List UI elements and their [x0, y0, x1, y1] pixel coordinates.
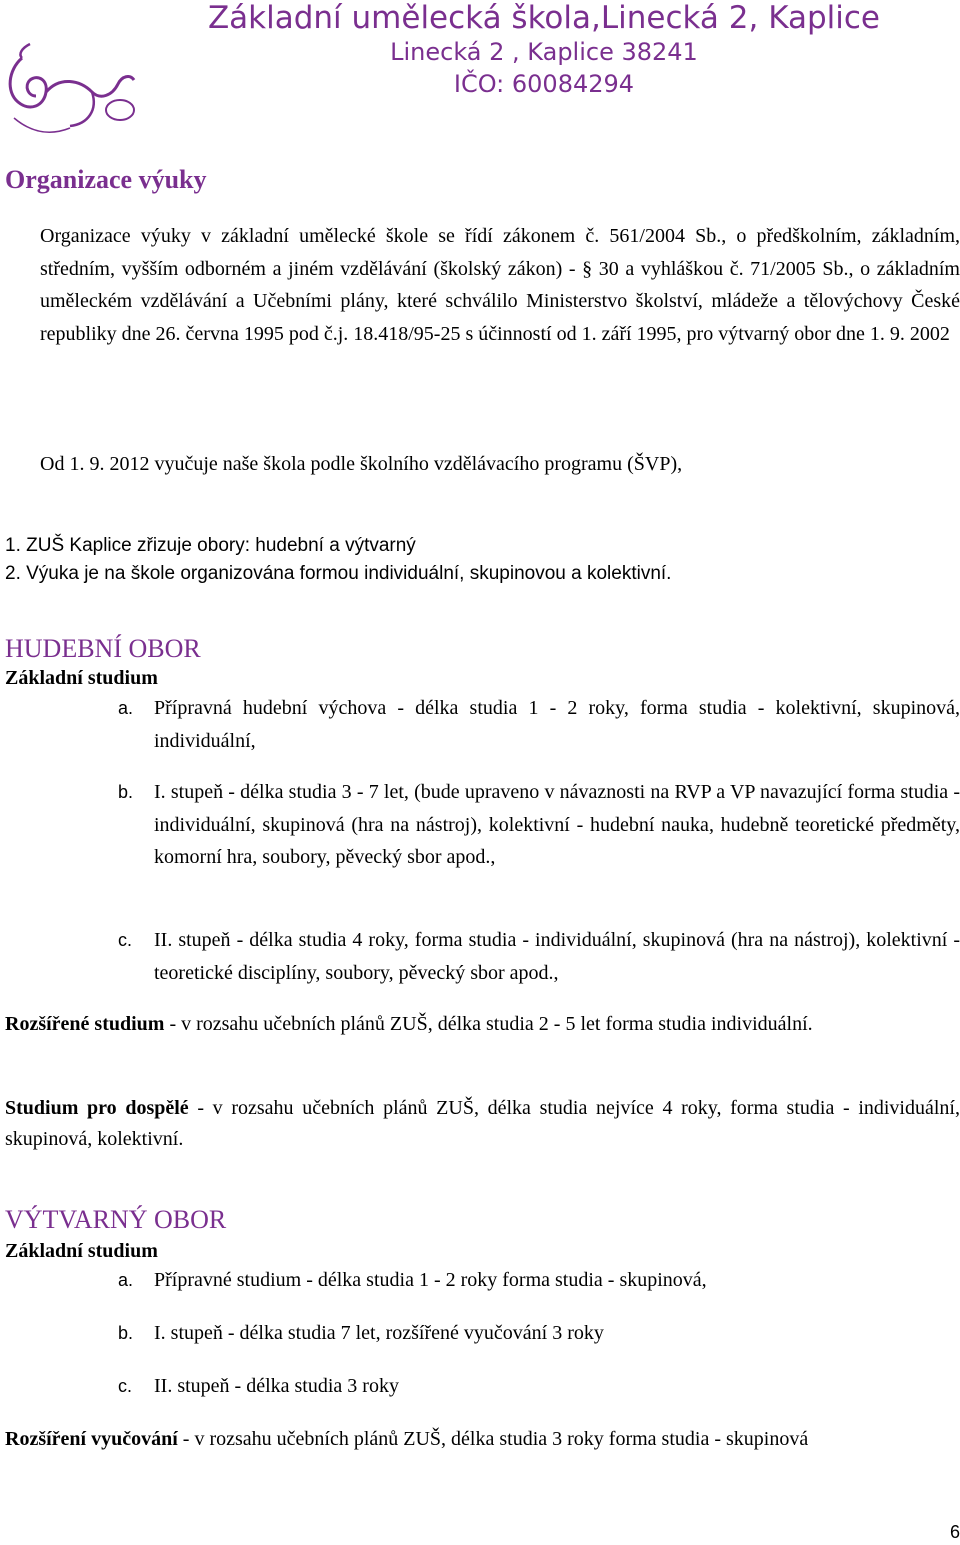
art-item-b: [118, 1319, 960, 1347]
art-item-c: [118, 1372, 960, 1400]
school-ico: IČO: 60084294: [453, 70, 635, 98]
art-heading: VÝTVARNÝ OBOR: [5, 1205, 227, 1234]
school-logo-icon: [0, 40, 150, 140]
item-text: II. stupeň - délka studia 3 roky: [154, 1375, 399, 1397]
music-item-b: [118, 776, 960, 874]
letterhead: [0, 0, 960, 110]
item-text: I. stupeň - délka studia 7 let, rozšířené vyučování 3 roky: [154, 1322, 604, 1344]
music-subheading: Základní studium: [5, 667, 158, 689]
page-number: 6: [949, 1522, 960, 1542]
school-address: Linecká 2 , Kaplice 38241: [390, 38, 698, 66]
item-text: Přípravné studium - délka studia 1 - 2 roky forma studia - skupinová,: [154, 1269, 707, 1291]
svp-paragraph: Od 1. 9. 2012 vyučuje naše škola podle školního vzdělávacího programu (ŠVP),: [40, 453, 683, 475]
item-label: b.: [118, 782, 134, 802]
item-text: Přípravná hudební výchova - délka studia 1 - 2 roky, forma studia - kolektivní, skupinová, individuální,: [154, 697, 960, 752]
extended-lesson-text: - v rozsahu učebních plánů ZUŠ, délka studia 3 roky forma studia - skupinová: [177, 1428, 809, 1450]
adult-study-text: - v rozsahu učebních plánů ZUŠ, délka studia nejvíce 4 roky, forma studia - individuální, skupinová, kolektivní.: [5, 1097, 960, 1150]
item-label: a.: [118, 698, 134, 718]
item-label: c.: [118, 930, 133, 950]
music-item-c: [118, 924, 960, 989]
music-item-a: [118, 692, 960, 757]
item-text: II. stupeň - délka studia 4 roky, forma studia - individuální, skupinová (hra na nástroj), kolektivní - teoretické disciplíny, soubory, pěvecký sbor apod.,: [154, 929, 960, 984]
extended-study-text: - v rozsahu učebních plánů ZUŠ, délka studia 2 - 5 let forma studia individuální.: [164, 1013, 813, 1035]
item-label: b.: [118, 1323, 134, 1343]
art-extended-study: [5, 1424, 960, 1455]
letterhead-text: [208, 0, 880, 100]
music-heading: HUDEBNÍ OBOR: [5, 634, 201, 663]
school-name: Základní umělecká škola,Linecká 2, Kaplice: [207, 0, 880, 36]
item-label: c.: [118, 1376, 133, 1396]
art-item-a: [118, 1266, 960, 1294]
art-subheading: Základní studium: [5, 1240, 158, 1262]
page-title: Organizace výuky: [5, 165, 207, 194]
adult-study-label: Studium pro dospělé: [5, 1097, 189, 1119]
item-label: a.: [118, 1270, 134, 1290]
points-list: [5, 532, 671, 588]
item-text: I. stupeň - délka studia 3 - 7 let, (bude upraveno v návaznosti na RVP a VP navazující forma studia - individuální, skupinová (hra na nástroj), kolektivní - hudební nauka, hudebně teoretické předměty, komorní hra, soubory, pěvecký sbor apod.,: [154, 781, 960, 868]
intro-paragraph: Organizace výuky v základní umělecké škole se řídí zákonem č. 561/2004 Sb., o předškolním, základním, středním, vyšším odborném a jiném vzdělávání (školský zákon) - § 30 a vyhláškou č. 71/2005 Sb., o základním uměleckém vzdělávání a Učebními plány, které schválilo Ministerstvo školství, mládeže a tělovýchovy České republiky dne 26. června 1995 pod č.j. 18.418/95-25 s účinností od 1. září 1995, pro výtvarný obor dne 1. 9. 2002: [40, 225, 960, 345]
point-item: 1. ZUŠ Kaplice zřizuje obory: hudební a výtvarný: [5, 535, 416, 556]
music-extended-study: [5, 1009, 960, 1040]
extended-study-label: Rozšířené studium: [5, 1013, 165, 1035]
music-adult-study: [5, 1093, 960, 1155]
extended-lesson-label: Rozšíření vyučování: [5, 1428, 178, 1450]
point-item: 2. Výuka je na škole organizována formou individuální, skupinovou a kolektivní.: [5, 563, 672, 584]
